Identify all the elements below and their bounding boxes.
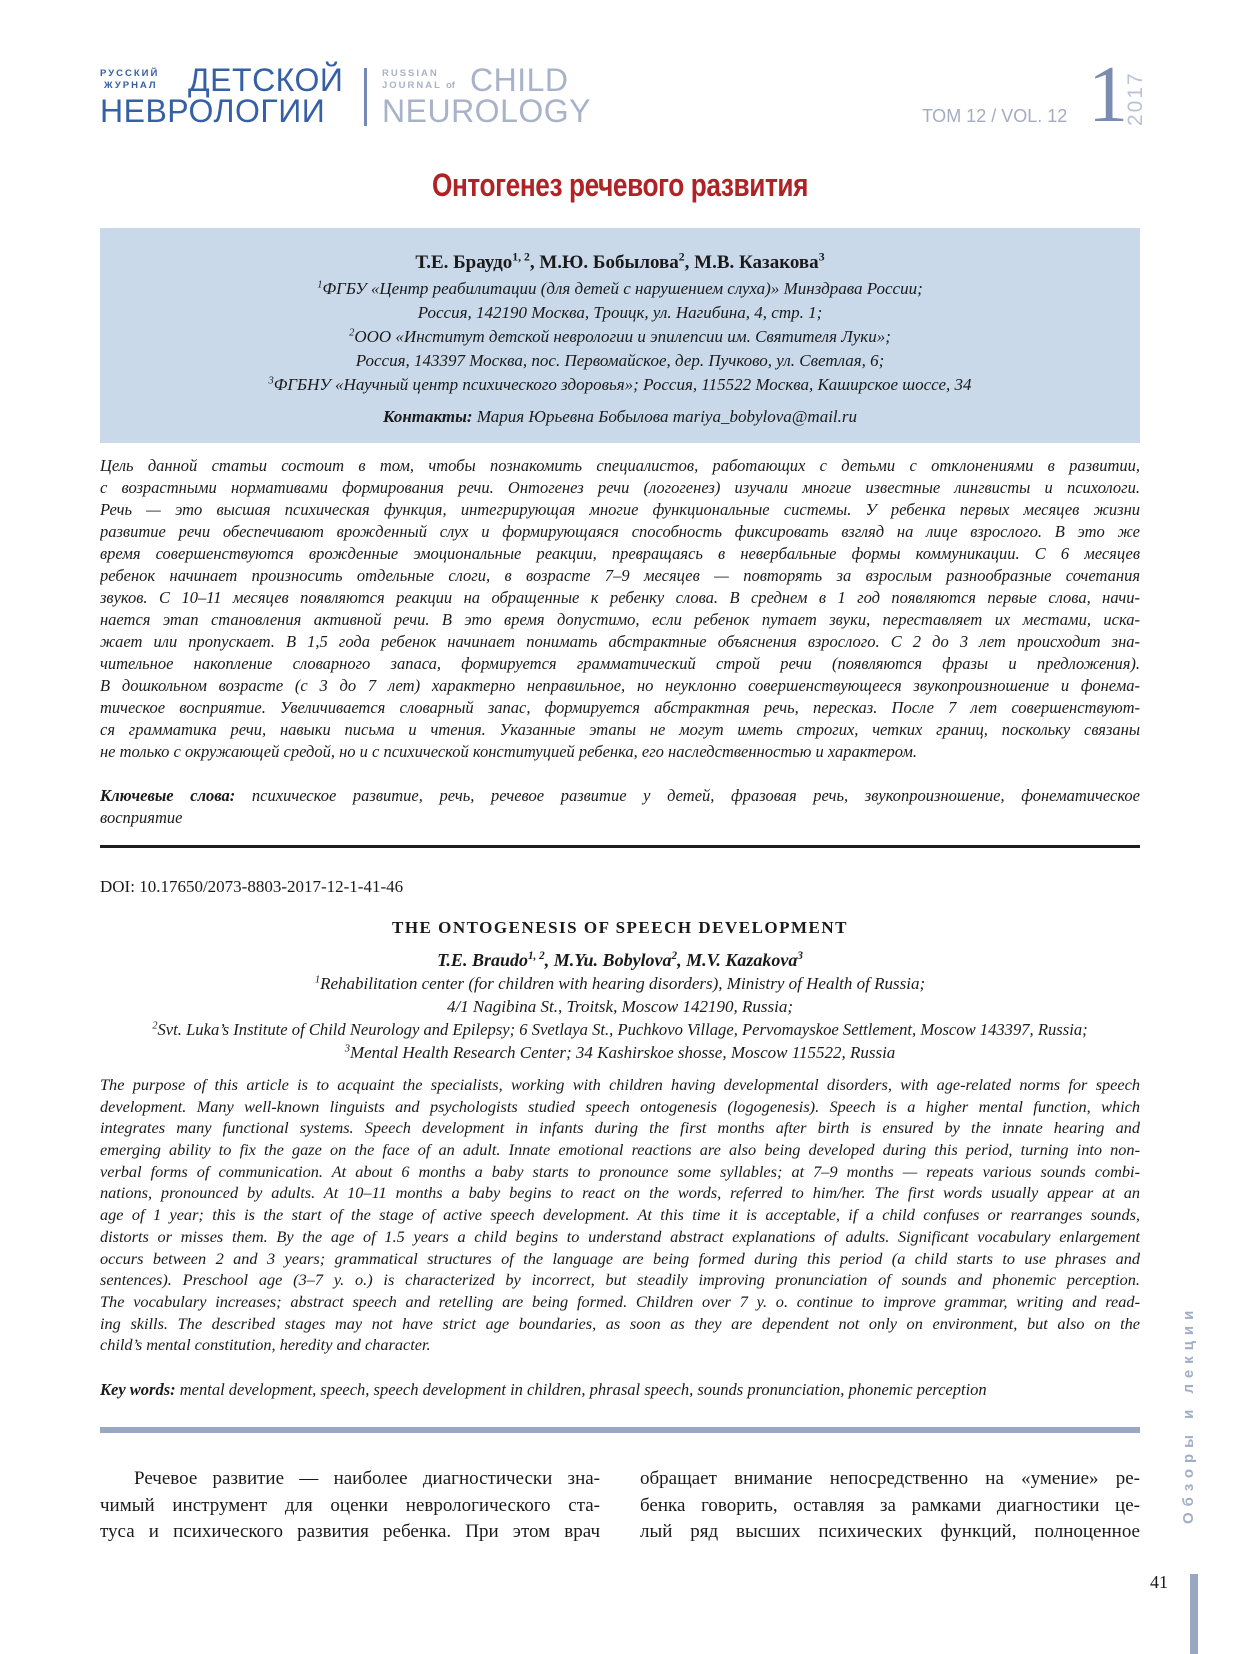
abstract-en-line: ing skills. The described stages may not have strict age boundaries, as soon as they are dependent not only on environment, but also on the (100, 1313, 1140, 1333)
logo-en-small-1: RUSSIAN (382, 68, 439, 79)
affiliation-3 (100, 374, 1140, 396)
logo-ru-big-1: ДЕТСКОЙ (188, 62, 344, 98)
author-en-1: T.E. Braudo (437, 950, 528, 970)
body-right-line: обращает внимание непосредственно на «умение» ре- (640, 1468, 1140, 1489)
aff3-text: ФГБНУ «Научный центр психического здоровья»; Россия, 115522 Москва, Каширское шоссе, 34 (273, 375, 972, 394)
affiliation-en-2 (100, 1019, 1140, 1041)
aff-en-2-text: Svt. Luka’s Institute of Child Neurology and Epilepsy; 6 Svetlaya St., Puchkovo Village, Pervomayskoe Settlement, Moscow 143397, Russia; (157, 1020, 1088, 1039)
keywords-ru-text: психическое развитие, речь, речевое развитие у детей, фразовая речь, звукопроизношение, фонематическое (235, 786, 1140, 805)
affiliation-en-3 (100, 1042, 1140, 1064)
body-left-line: туса и психического развития ребенка. При этом врач (100, 1521, 600, 1542)
abstract-ru-line: чительное накопление словарного запаса, формируется грамматический строй речи (появляются фразы и предложения). (100, 654, 1140, 673)
keywords-ru (100, 785, 1140, 829)
keywords-ru-line-2: восприятие (100, 808, 183, 827)
abstract-en-line: sentences). Preschool age (3–7 y. o.) is characterized by incorrect, but steadily improving pronunciation of sounds and phonemic perception. (100, 1270, 1140, 1290)
section-tab-bar (1190, 1574, 1198, 1654)
abstract-en-line: age of 1 year; this is the start of the stage of active speech development. At this time it is acceptable, if a child confuses or rearranges sounds, (100, 1205, 1140, 1225)
affiliation-en-1-line-1 (100, 973, 1140, 995)
contacts-text: Мария Юрьевна Бобылова mariya_bobylova@mail.ru (472, 407, 858, 426)
author-en-1-sup: 1, 2 (527, 950, 545, 962)
authors-ru (100, 252, 1140, 274)
aff3-sup: 3 (268, 375, 274, 387)
keywords-ru-line-1 (100, 785, 1140, 807)
abstract-ru-line: тическое восприятие. Увеличивается словарный запас, формируется абстрактная речь, пересказ. После 7 лет совершенствуют- (100, 698, 1140, 717)
abstract-ru-line: Цель данной статьи состоит в том, чтобы познакомить специалистов, работающих с детьми с отклонениями в развитии, (100, 456, 1140, 475)
section-divider (100, 1427, 1140, 1433)
body-right-line: бенка говорить, оставляя за рамками диагностики це- (640, 1494, 1140, 1516)
author-en-2-sup: 2 (671, 950, 678, 962)
abstract-ru-line: В дошкольном возрасте (с 3 до 7 лет) характерно неправильное, но неуклонно совершенствующееся звукопроизношение и фонема- (100, 676, 1140, 695)
abstract-ru-line: время совершенствуются врожденные эмоциональные реакции, превращаясь в невербальные формы коммуникации. С 6 месяцев (100, 544, 1140, 563)
logo-ru-small-2: ЖУРНАЛ (104, 80, 158, 91)
abstract-en-line: occurs between 2 and 3 years; grammatical structures of the language are being formed during this period (a child starts to use phrases and (100, 1248, 1140, 1268)
affiliation-1-line-1 (100, 278, 1140, 300)
body-left-line: Речевое развитие — наиболее диагностически зна- (134, 1468, 600, 1489)
abstract-ru-line: жает или пропускает. В 1,5 года ребенок начинает понимать абстрактные объяснения взрослого. С 2 до 3 лет происходит зна- (100, 632, 1140, 651)
logo-en-big-2: NEUROLOGY (382, 93, 591, 129)
logo-en-small-2: JOURNAL (382, 80, 442, 91)
abstract-en-line: child’s mental constitution, heredity and character. (100, 1335, 431, 1355)
aff2-sup: 2 (349, 327, 355, 339)
abstract-en-line: nations, pronounced by adults. At 10–11 months a baby begins to react on the words, referred to him/her. The first words usually appear at an (100, 1183, 1140, 1203)
issue-year: 2017 (1124, 71, 1147, 126)
aff-en-3-text: Mental Health Research Center; 34 Kashirskoe shosse, Moscow 115522, Russia (349, 1043, 896, 1062)
abstract-en-line: verbal forms of communication. At about 6 months a baby starts to pronounce some syllables; at 7–9 months — repeats various sounds combi- (100, 1161, 1140, 1181)
body-left-line: чимый инструмент для оценки неврологического ста- (100, 1494, 600, 1516)
author-1: Т.Е. Браудо (415, 252, 513, 273)
contacts (100, 406, 1140, 428)
abstract-ru-line: развитие речи обеспечивают врожденный слух и формирующаяся способность фиксировать взгляд на лице взрослого. В это же (100, 522, 1140, 541)
abstract-ru-line: с возрастными нормативами формирования речи. Онтогенез речи (логогенез) изучали многие известные лингвисты и психологи. (100, 478, 1140, 497)
author-en-2: , M.Yu. Bobylova (544, 950, 672, 970)
abstract-en-line: The purpose of this article is to acquaint the specialists, working with children having developmental disorders, with age-related norms for speech (100, 1075, 1140, 1094)
aff1-text: ФГБУ «Центр реабилитации (для детей с нарушением слуха)» Минздрава России; (322, 279, 923, 298)
doi: DOI: 10.17650/2073-8803-2017-12-1-41-46 (100, 877, 404, 896)
author-3: , М.В. Казакова (684, 252, 819, 273)
abstract-en-line: The vocabulary increases; abstract speech and retelling are being formed. Children over 7 y. o. continue to improve grammar, writing and read- (100, 1291, 1140, 1311)
abstract-ru-line: ребенок начинает произносить отдельные слоги, в возрасте 7–9 месяцев — повторять за взрослым разнообразные сочетания (100, 566, 1140, 585)
keywords-en-label: Key words: (100, 1380, 176, 1399)
author-1-sup: 1, 2 (512, 250, 530, 264)
affiliation-en-1-line-2: 4/1 Nagibina St., Troitsk, Moscow 142190, Russia; (446, 997, 793, 1016)
author-2: , М.Ю. Бобылова (529, 252, 679, 273)
abstract-en-line: development. Many well-known linguists and psychologists studied speech ontogenesis (logogenesis). Speech is a higher mental function, which (100, 1096, 1140, 1116)
abstract-ru-line: нается этап становления активной речи. В это время допустимо, если ребенок путает звуки, переставляет их местами, иска- (100, 610, 1140, 629)
body-right-line: лый ряд высших психических функций, полноценное (640, 1521, 1140, 1542)
affiliation-2-line-1 (100, 326, 1140, 348)
abstract-en-line: integrates many functional systems. Speech development in infants during the first months after birth is ensured by the innate hearing and (100, 1118, 1140, 1138)
authors-box (100, 228, 1140, 443)
body-column-left (100, 1466, 600, 1546)
aff-en-1-sup: 1 (314, 974, 321, 986)
author-en-3: , M.V. Kazakova (677, 950, 798, 970)
keywords-ru-label: Ключевые слова: (100, 786, 236, 805)
keywords-en-text: mental development, speech, speech development in children, phrasal speech, sounds pronunciation, phonemic perception (175, 1380, 987, 1399)
aff1-sup: 1 (317, 279, 323, 291)
affiliation-2-line-2: Россия, 143397 Москва, пос. Первомайское, дер. Пучково, ул. Светлая, 6; (355, 351, 885, 370)
abstract-en-line: emerging ability to fix the gaze on the face of an adult. Innate emotional reactions are also being developed during this period, turning into non- (100, 1140, 1140, 1160)
article-title: Онтогенез речевого развития (431, 167, 809, 203)
author-en-3-sup: 3 (797, 950, 803, 962)
logo-en-big-1: CHILD (470, 62, 569, 98)
aff-en-1-text: Rehabilitation center (for children with hearing disorders), Ministry of Health of Russia; (320, 974, 926, 993)
page-number: 41 (1150, 1572, 1168, 1592)
volume-label: ТОМ 12 / VOL. 12 (922, 106, 1068, 126)
affiliation-1-line-2: Россия, 142190 Москва, Троицк, ул. Нагибина, 4, стр. 1; (417, 303, 823, 322)
logo-ru-small-1: РУССКИЙ (100, 68, 160, 79)
abstract-ru-line: звуков. С 10–11 месяцев появляются реакции на обращенные к ребенку слова. В среднем в 1 год появляются первые слова, начи- (100, 588, 1140, 607)
body-column-right (640, 1466, 1140, 1546)
english-title: THE ONTOGENESIS OF SPEECH DEVELOPMENT (391, 918, 849, 937)
authors-en (0, 950, 1240, 971)
logo-divider (364, 68, 367, 126)
abstract-ru-line: ся грамматика речи, навыки письма и чтения. Указанные этапы не могут иметь строгих, четких границ, поскольку связаны (100, 720, 1140, 739)
author-2-sup: 2 (678, 250, 685, 264)
logo-ru-big-2: НЕВРОЛОГИИ (100, 93, 326, 129)
keywords-en (100, 1380, 1140, 1400)
abstract-en (100, 1074, 1140, 1356)
issue-number: 1 (1088, 51, 1128, 139)
contacts-label: Контакты: (382, 407, 473, 426)
divider-rule (100, 845, 1140, 848)
journal-logo (100, 64, 620, 130)
logo-en-of: of (446, 80, 455, 91)
aff-en-2-sup: 2 (152, 1020, 158, 1032)
abstract-ru-line: Речь — это высшая психическая функция, интегрирующая многие функциональные системы. У ребенка первых месяцев жизни (100, 500, 1140, 519)
author-3-sup: 3 (818, 250, 825, 264)
abstract-ru (100, 455, 1140, 763)
aff2-text: ООО «Институт детской неврологии и эпилепсии им. Святителя Луки»; (354, 327, 891, 346)
section-tab-label: Обзоры и лекции (1180, 1304, 1197, 1524)
aff-en-3-sup: 3 (344, 1043, 350, 1055)
abstract-en-line: distorts or misses them. By the age of 1.5 years a child begins to understand abstract explanations of adults. Significant vocabulary enlargement (100, 1226, 1140, 1246)
abstract-ru-line: не только с окружающей средой, но и с психической конституцией ребенка, его наследственностью и характером. (100, 742, 917, 761)
